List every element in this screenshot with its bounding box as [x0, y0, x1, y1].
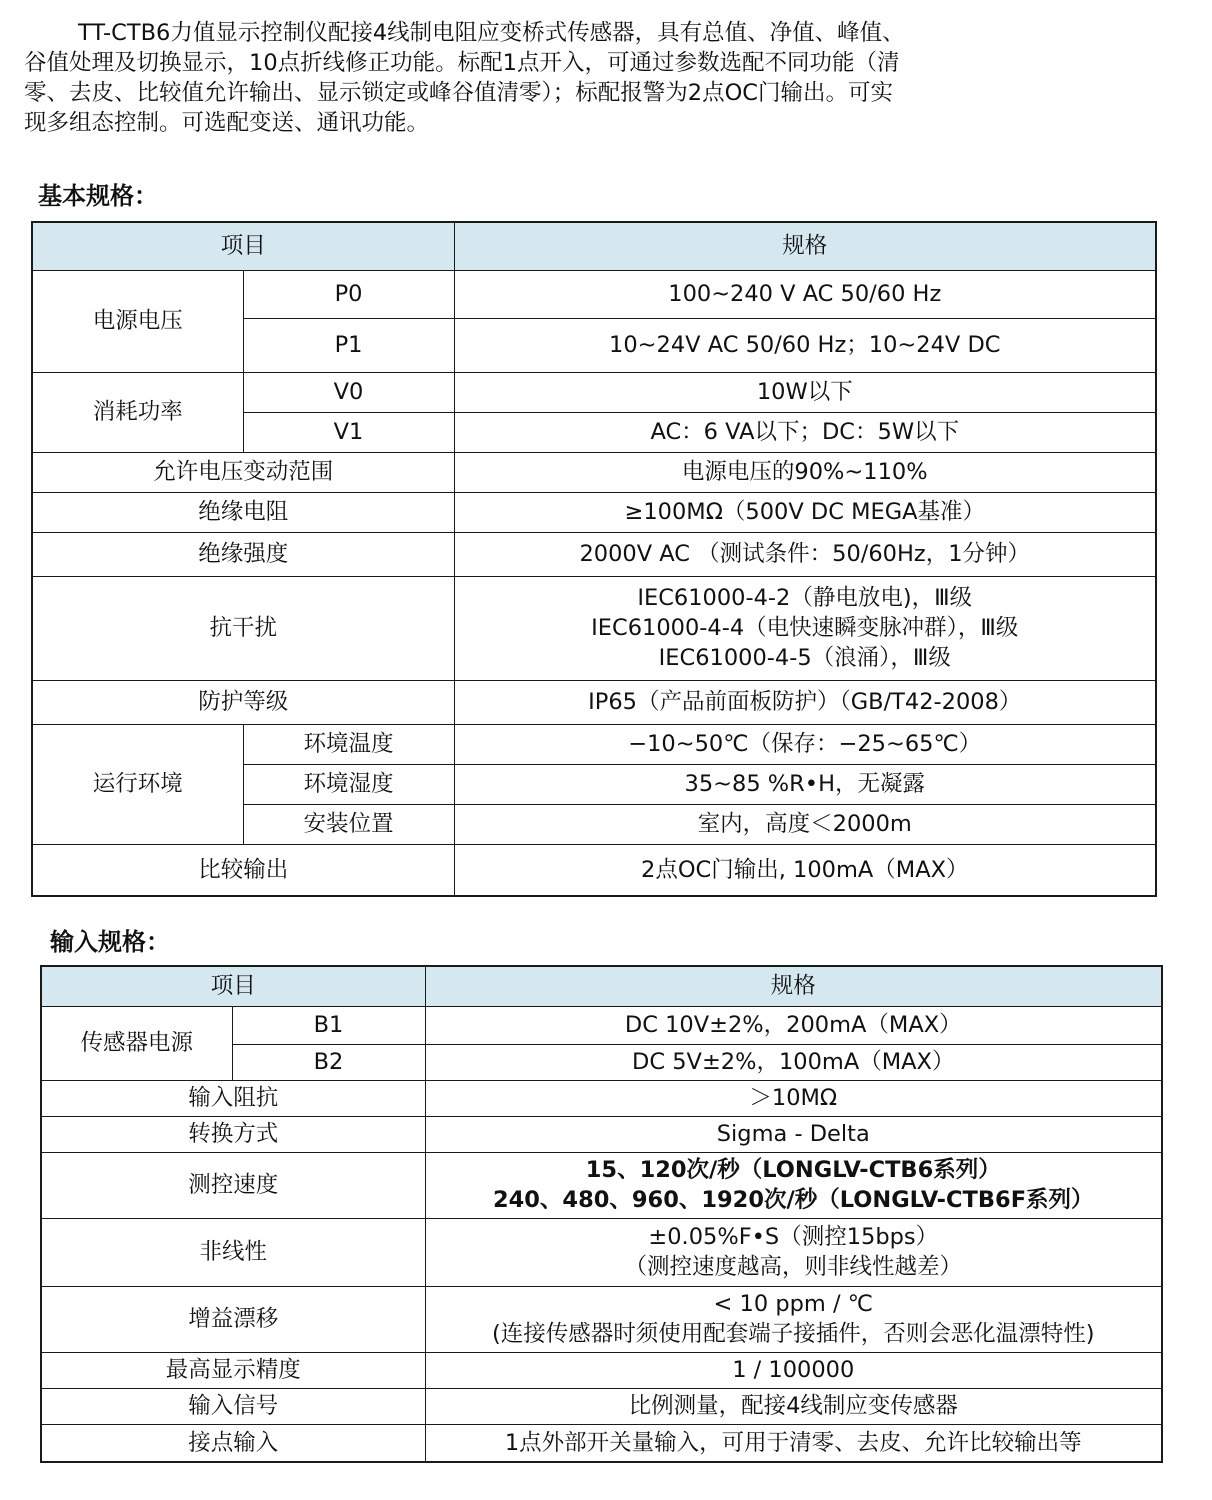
input-spec-table — [40, 965, 1163, 1463]
row-code: P1 — [243, 318, 454, 372]
table-row — [32, 532, 1156, 576]
row-code: B1 — [232, 1006, 425, 1044]
spec-line: 240、480、960、1920次/秒（LONGLV-CTB6F系列） — [492, 1187, 1094, 1213]
row-label: 传感器电源 — [41, 1006, 232, 1080]
row-spec: 100~240 V AC 50/60 Hz — [454, 270, 1156, 318]
row-label: 非线性 — [41, 1218, 425, 1286]
spec-line: （测控速度越高，则非线性越差） — [624, 1254, 963, 1280]
row-spec — [454, 576, 1156, 680]
header-spec: 规格 — [425, 966, 1162, 1006]
row-spec: −10~50℃（保存：−25~65℃） — [454, 724, 1156, 764]
table-header-row — [41, 966, 1162, 1006]
row-label: 抗干扰 — [32, 576, 454, 680]
row-code: 安装位置 — [243, 804, 454, 844]
row-spec: 电源电压的90%~110% — [454, 452, 1156, 492]
row-label: 转换方式 — [41, 1116, 425, 1152]
intro-line: 零、去皮、比较值允许输出、显示锁定或峰谷值清零）；标配报警为2点OC门输出。可实 — [24, 80, 893, 106]
basic-spec-table — [31, 221, 1157, 897]
row-code: 环境温度 — [243, 724, 454, 764]
row-label: 允许电压变动范围 — [32, 452, 454, 492]
row-label: 接点输入 — [41, 1424, 425, 1462]
header-item: 项目 — [41, 966, 425, 1006]
row-spec: 室内，高度＜2000m — [454, 804, 1156, 844]
row-spec: AC：6 VA以下；DC：5W以下 — [454, 412, 1156, 452]
basic-spec-title: 基本规格： — [38, 182, 158, 210]
row-label: 增益漂移 — [41, 1286, 425, 1352]
row-spec — [425, 1286, 1162, 1352]
row-spec: 1点外部开关量输入，可用于清零、去皮、允许比较输出等 — [425, 1424, 1162, 1462]
row-spec: Sigma - Delta — [425, 1116, 1162, 1152]
table-row — [41, 1424, 1162, 1462]
row-label: 绝缘电阻 — [32, 492, 454, 532]
spec-line: IEC61000-4-4（电快速瞬变脉冲群），Ⅲ级 — [591, 615, 1019, 641]
header-spec: 规格 — [454, 222, 1156, 270]
row-spec — [425, 1218, 1162, 1286]
intro-line: 谷值处理及切换显示，10点折线修正功能。标配1点开入，可通过参数选配不同功能（清 — [24, 50, 900, 76]
row-spec: 35~85 %R•H，无凝露 — [454, 764, 1156, 804]
row-spec: 10W以下 — [454, 372, 1156, 412]
row-spec: ＞10MΩ — [425, 1080, 1162, 1116]
row-spec: 10~24V AC 50/60 Hz；10~24V DC — [454, 318, 1156, 372]
row-spec — [425, 1152, 1162, 1218]
table-row — [41, 1218, 1162, 1286]
row-spec: DC 5V±2%，100mA（MAX） — [425, 1044, 1162, 1080]
row-spec: 2000V AC （测试条件：50/60Hz，1分钟） — [454, 532, 1156, 576]
row-spec: IP65（产品前面板防护）（GB/T42-2008） — [454, 680, 1156, 724]
spec-line: (连接传感器时须使用配套端子接插件，否则会恶化温漂特性) — [491, 1321, 1095, 1347]
row-label: 电源电压 — [32, 270, 243, 372]
table-row — [41, 1286, 1162, 1352]
row-label: 防护等级 — [32, 680, 454, 724]
spec-line: IEC61000-4-2（静电放电)，Ⅲ级 — [637, 585, 973, 611]
row-code: B2 — [232, 1044, 425, 1080]
row-label: 消耗功率 — [32, 372, 243, 452]
row-label: 输入信号 — [41, 1388, 425, 1424]
row-spec: 1 / 100000 — [425, 1352, 1162, 1388]
table-row — [41, 1352, 1162, 1388]
row-spec: 2点OC门输出, 100mA（MAX） — [454, 844, 1156, 896]
row-spec: ≥100MΩ（500V DC MEGA基准） — [454, 492, 1156, 532]
header-item: 项目 — [32, 222, 454, 270]
table-header-row — [32, 222, 1156, 270]
row-code: P0 — [243, 270, 454, 318]
table-row — [32, 724, 1156, 764]
row-label: 最高显示精度 — [41, 1352, 425, 1388]
row-code: V1 — [243, 412, 454, 452]
table-row — [32, 576, 1156, 680]
row-code: 环境湿度 — [243, 764, 454, 804]
table-row — [41, 1388, 1162, 1424]
row-label: 比较输出 — [32, 844, 454, 896]
row-spec: 比例测量，配接4线制应变传感器 — [425, 1388, 1162, 1424]
table-row — [32, 270, 1156, 318]
table-row — [32, 680, 1156, 724]
table-row — [32, 452, 1156, 492]
row-code: V0 — [243, 372, 454, 412]
input-spec-title: 输入规格： — [50, 928, 170, 956]
table-row — [41, 1152, 1162, 1218]
table-row — [32, 492, 1156, 532]
spec-line: IEC61000-4-5（浪涌），Ⅲ级 — [658, 645, 951, 671]
table-row — [41, 1116, 1162, 1152]
spec-line: ±0.05%F•S（测控15bps） — [648, 1224, 939, 1250]
spec-line: 15、120次/秒（LONGLV-CTB6系列） — [585, 1157, 1001, 1183]
table-row — [41, 1006, 1162, 1044]
row-label: 测控速度 — [41, 1152, 425, 1218]
intro-line: 现多组态控制。可选配变送、通讯功能。 — [24, 110, 430, 136]
table-row — [32, 844, 1156, 896]
table-row — [41, 1080, 1162, 1116]
table-row — [32, 372, 1156, 412]
row-label: 输入阻抗 — [41, 1080, 425, 1116]
intro-line: TT-CTB6力值显示控制仪配接4线制电阻应变桥式传感器，具有总值、净值、峰值、 — [78, 20, 905, 46]
intro-paragraph — [24, 18, 1024, 138]
row-label: 运行环境 — [32, 724, 243, 844]
spec-line: < 10 ppm / ℃ — [713, 1291, 873, 1317]
row-label: 绝缘强度 — [32, 532, 454, 576]
row-spec: DC 10V±2%，200mA（MAX） — [425, 1006, 1162, 1044]
